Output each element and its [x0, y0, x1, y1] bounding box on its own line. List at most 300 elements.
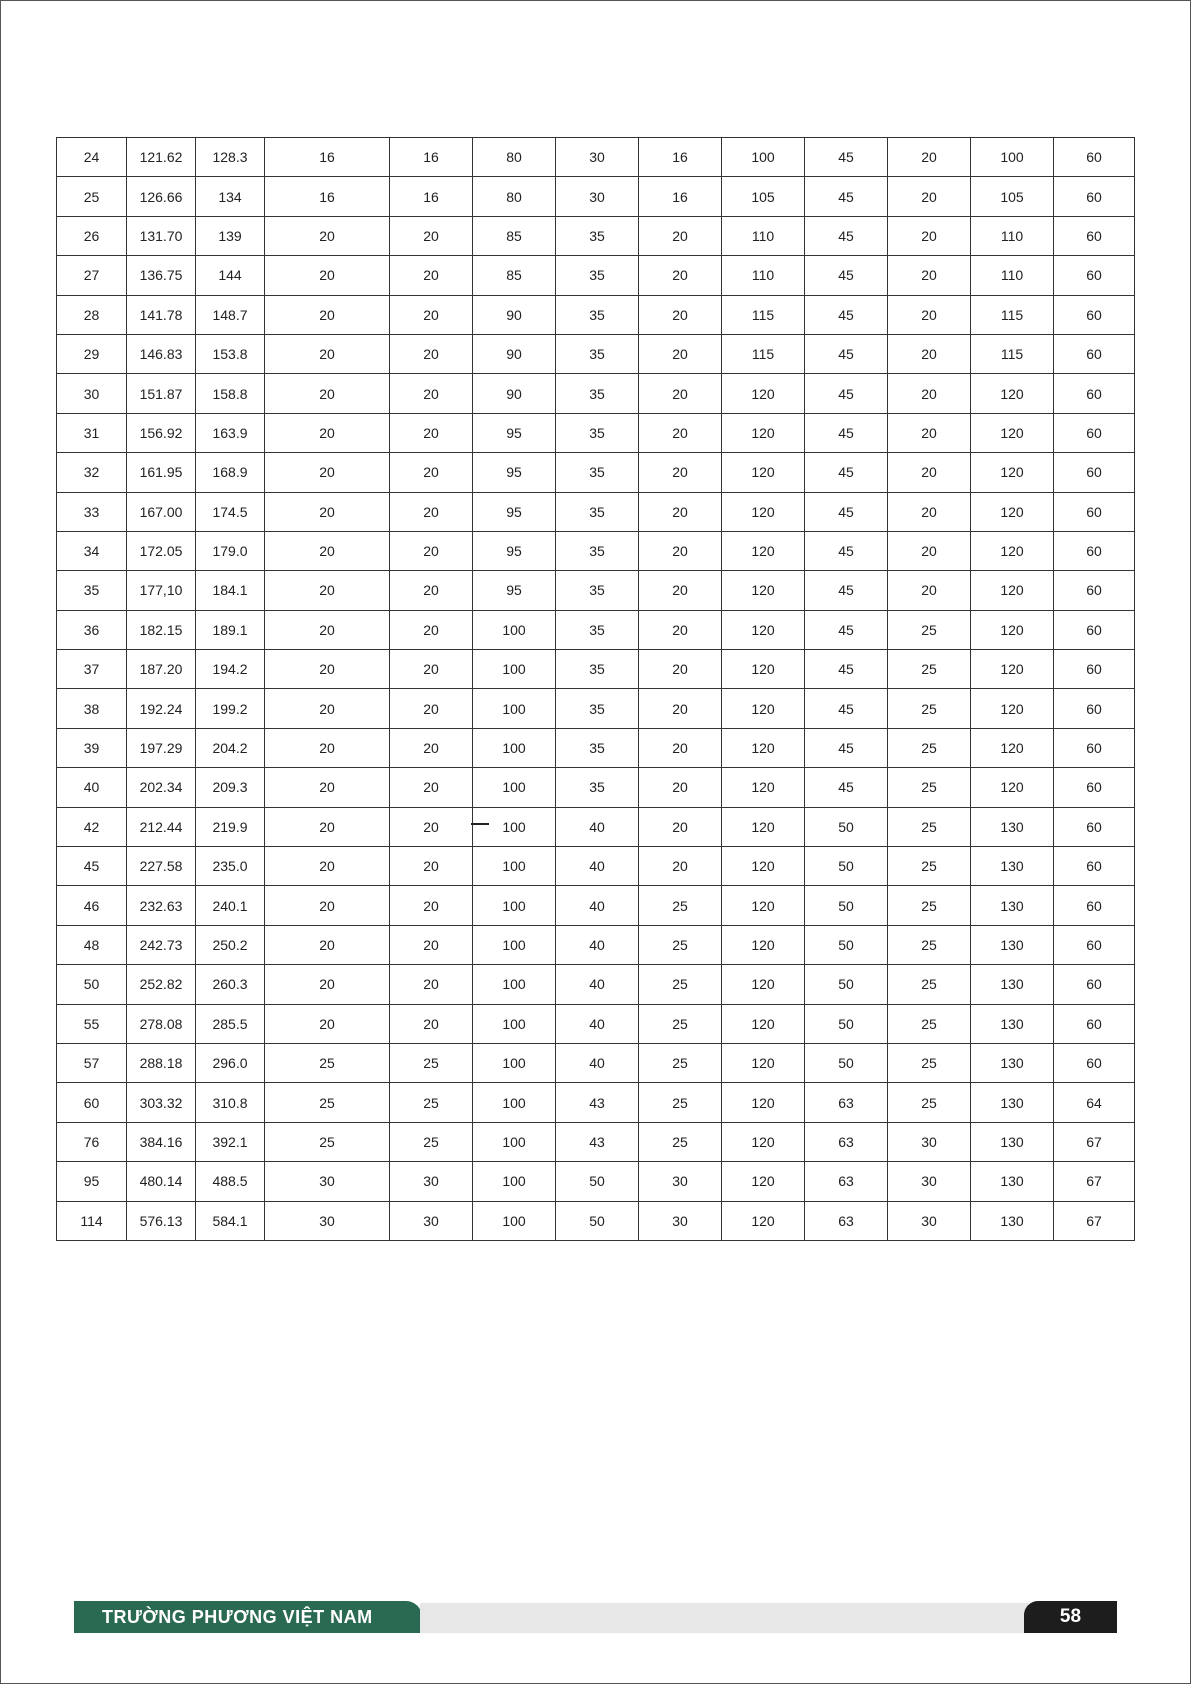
- table-cell: 120: [722, 689, 805, 728]
- table-cell: 20: [390, 689, 473, 728]
- table-cell: 40: [556, 847, 639, 886]
- table-cell: 20: [888, 531, 971, 570]
- table-cell: 128.3: [196, 138, 265, 177]
- table-cell: 392.1: [196, 1122, 265, 1161]
- table-cell: 25: [888, 689, 971, 728]
- table-row: [57, 925, 1135, 964]
- table-cell: 45: [805, 453, 888, 492]
- table-cell: 25: [888, 728, 971, 767]
- table-cell: 156.92: [127, 413, 196, 452]
- table-cell: 60: [1054, 925, 1135, 964]
- table-cell: 288.18: [127, 1043, 196, 1082]
- table-cell: 25: [639, 965, 722, 1004]
- footer-bar: [420, 1603, 1028, 1633]
- table-cell: 48: [57, 925, 127, 964]
- table-cell: 45: [805, 610, 888, 649]
- table-cell: 187.20: [127, 650, 196, 689]
- footer-brand-text: TRƯỜNG PHƯƠNG VIỆT NAM: [102, 1606, 373, 1627]
- table-cell: 38: [57, 689, 127, 728]
- table-cell: 25: [888, 925, 971, 964]
- table-cell: 16: [265, 177, 390, 216]
- table-cell: 45: [805, 413, 888, 452]
- table-cell: 35: [556, 216, 639, 255]
- table-cell: 260.3: [196, 965, 265, 1004]
- table-cell: 20: [639, 374, 722, 413]
- table-cell: 35: [556, 256, 639, 295]
- table-cell: 25: [639, 925, 722, 964]
- table-cell: 120: [971, 610, 1054, 649]
- table-cell: 60: [1054, 256, 1135, 295]
- table-cell: 35: [556, 492, 639, 531]
- table-cell: 50: [805, 847, 888, 886]
- table-cell: 60: [1054, 295, 1135, 334]
- table-cell: 130: [971, 807, 1054, 846]
- table-cell: 384.16: [127, 1122, 196, 1161]
- table-cell: 45: [805, 295, 888, 334]
- table-cell: 120: [971, 571, 1054, 610]
- table-cell: 130: [971, 1122, 1054, 1161]
- table-cell: 100: [473, 610, 556, 649]
- table-cell: 45: [805, 531, 888, 570]
- table-cell: 174.5: [196, 492, 265, 531]
- table-cell: 60: [1054, 571, 1135, 610]
- table-cell: 50: [805, 925, 888, 964]
- table-cell: 120: [971, 531, 1054, 570]
- table-cell: 24: [57, 138, 127, 177]
- table-cell: 20: [888, 374, 971, 413]
- table-cell: 35: [556, 374, 639, 413]
- table-cell: 100: [473, 1043, 556, 1082]
- table-cell: 20: [265, 295, 390, 334]
- table-cell: 227.58: [127, 847, 196, 886]
- table-cell: 35: [556, 295, 639, 334]
- table-cell: 76: [57, 1122, 127, 1161]
- table-cell: 20: [888, 492, 971, 531]
- table-cell: 63: [805, 1162, 888, 1201]
- table-cell: 20: [265, 965, 390, 1004]
- table-cell: 20: [265, 886, 390, 925]
- table-cell: 25: [639, 886, 722, 925]
- table-cell: 120: [722, 413, 805, 452]
- table-cell: 60: [1054, 610, 1135, 649]
- table-cell: 60: [1054, 531, 1135, 570]
- table-cell: 20: [390, 334, 473, 373]
- table-cell: 20: [888, 334, 971, 373]
- table-row: [57, 1004, 1135, 1043]
- table-cell: 60: [1054, 492, 1135, 531]
- table-row: [57, 728, 1135, 767]
- table-cell: 30: [57, 374, 127, 413]
- table-cell: 43: [556, 1083, 639, 1122]
- table-cell: 310.8: [196, 1083, 265, 1122]
- table-row: [57, 768, 1135, 807]
- table-cell: 115: [971, 295, 1054, 334]
- table-cell: 20: [390, 768, 473, 807]
- table-cell: 130: [971, 1083, 1054, 1122]
- table-cell: 40: [556, 1043, 639, 1082]
- table-cell: 120: [971, 689, 1054, 728]
- table-row: [57, 413, 1135, 452]
- table-cell: 25: [888, 610, 971, 649]
- table-cell: 20: [888, 295, 971, 334]
- table-cell: 30: [265, 1162, 390, 1201]
- table-cell: 20: [265, 925, 390, 964]
- table-cell: 35: [556, 413, 639, 452]
- table-row: [57, 1043, 1135, 1082]
- table-cell: 130: [971, 1201, 1054, 1240]
- table-cell: 35: [556, 453, 639, 492]
- table-cell: 110: [722, 216, 805, 255]
- table-cell: 134: [196, 177, 265, 216]
- table-cell: 250.2: [196, 925, 265, 964]
- table-cell: 20: [888, 256, 971, 295]
- table-cell: 480.14: [127, 1162, 196, 1201]
- page-number: 58: [1059, 1606, 1082, 1627]
- table-cell: 50: [556, 1201, 639, 1240]
- table-cell: 20: [265, 256, 390, 295]
- table-cell: 20: [639, 256, 722, 295]
- table-cell: 95: [473, 531, 556, 570]
- table-cell: 153.8: [196, 334, 265, 373]
- table-cell: 25: [888, 965, 971, 1004]
- table-cell: 20: [639, 216, 722, 255]
- table-cell: 25: [390, 1043, 473, 1082]
- table-cell: 20: [265, 453, 390, 492]
- table-cell: 34: [57, 531, 127, 570]
- table-cell: 64: [1054, 1083, 1135, 1122]
- table-cell: 120: [722, 610, 805, 649]
- table-cell: 25: [888, 1083, 971, 1122]
- table-cell: 20: [639, 847, 722, 886]
- table-cell: 85: [473, 216, 556, 255]
- table-cell: 20: [639, 571, 722, 610]
- table-cell: 189.1: [196, 610, 265, 649]
- table-cell: 20: [888, 413, 971, 452]
- table-cell: 120: [971, 453, 1054, 492]
- table-row: [57, 807, 1135, 846]
- table-row: [57, 453, 1135, 492]
- table-cell: 115: [722, 295, 805, 334]
- table-cell: 20: [390, 571, 473, 610]
- table-cell: 25: [888, 847, 971, 886]
- table-cell: 100: [473, 847, 556, 886]
- table-cell: 120: [722, 492, 805, 531]
- table-cell: 45: [805, 216, 888, 255]
- table-cell: 199.2: [196, 689, 265, 728]
- table-cell: 60: [1054, 1043, 1135, 1082]
- table-row: [57, 374, 1135, 413]
- table-cell: 16: [390, 177, 473, 216]
- table-cell: 40: [57, 768, 127, 807]
- table-cell: 100: [473, 768, 556, 807]
- table-cell: 60: [1054, 847, 1135, 886]
- table-cell: 120: [722, 965, 805, 1004]
- table-cell: 60: [1054, 374, 1135, 413]
- table-cell: 20: [390, 531, 473, 570]
- table-cell: 45: [805, 728, 888, 767]
- page-number-badge: [1024, 1601, 1117, 1633]
- table-body: [57, 138, 1135, 1241]
- table-cell: 120: [722, 728, 805, 767]
- table-cell: 25: [639, 1043, 722, 1082]
- table-cell: 28: [57, 295, 127, 334]
- table-cell: 16: [639, 177, 722, 216]
- table-cell: 20: [639, 413, 722, 452]
- table-cell: 100: [473, 925, 556, 964]
- table-cell: 120: [971, 768, 1054, 807]
- table-cell: 177,10: [127, 571, 196, 610]
- table-cell: 20: [265, 1004, 390, 1043]
- table-cell: 36: [57, 610, 127, 649]
- table-cell: 20: [390, 965, 473, 1004]
- table-cell: 25: [639, 1083, 722, 1122]
- table-cell: 488.5: [196, 1162, 265, 1201]
- table-cell: 110: [971, 216, 1054, 255]
- table-cell: 95: [473, 571, 556, 610]
- table-cell: 60: [1054, 453, 1135, 492]
- table-cell: 20: [639, 689, 722, 728]
- table-cell: 20: [265, 492, 390, 531]
- table-cell: 172.05: [127, 531, 196, 570]
- table-cell: 20: [639, 768, 722, 807]
- table-cell: 20: [390, 295, 473, 334]
- table-cell: 100: [473, 1004, 556, 1043]
- table-cell: 45: [805, 138, 888, 177]
- table-cell: 252.82: [127, 965, 196, 1004]
- table-cell: 130: [971, 925, 1054, 964]
- table-cell: 80: [473, 138, 556, 177]
- table-cell: 20: [390, 807, 473, 846]
- table-cell: 120: [722, 531, 805, 570]
- table-cell: 45: [805, 689, 888, 728]
- table-cell: 35: [556, 689, 639, 728]
- table-cell: 60: [1054, 138, 1135, 177]
- table-cell: 120: [722, 1083, 805, 1122]
- table-cell: 80: [473, 177, 556, 216]
- footer-brand-banner: [74, 1601, 422, 1633]
- table-cell: 32: [57, 453, 127, 492]
- table-cell: 168.9: [196, 453, 265, 492]
- table-row: [57, 492, 1135, 531]
- table-cell: 50: [805, 807, 888, 846]
- table-cell: 39: [57, 728, 127, 767]
- table-cell: 90: [473, 374, 556, 413]
- table-cell: 120: [722, 886, 805, 925]
- table-cell: 63: [805, 1201, 888, 1240]
- table-cell: 67: [1054, 1122, 1135, 1161]
- table-cell: 25: [265, 1083, 390, 1122]
- table-cell: 120: [722, 1122, 805, 1161]
- table-cell: 45: [57, 847, 127, 886]
- table-row: [57, 847, 1135, 886]
- table-cell: 100: [473, 886, 556, 925]
- table-cell: 576.13: [127, 1201, 196, 1240]
- table-cell: 285.5: [196, 1004, 265, 1043]
- table-cell: 43: [556, 1122, 639, 1161]
- table-cell: 100: [473, 1201, 556, 1240]
- table-cell: 16: [390, 138, 473, 177]
- table-cell: 120: [722, 807, 805, 846]
- table-cell: 120: [971, 650, 1054, 689]
- table-cell: 35: [556, 571, 639, 610]
- table-cell: 25: [57, 177, 127, 216]
- table-cell: 30: [265, 1201, 390, 1240]
- table-cell: 184.1: [196, 571, 265, 610]
- table-row: [57, 216, 1135, 255]
- table-cell: 25: [265, 1122, 390, 1161]
- table-cell: 50: [556, 1162, 639, 1201]
- table-cell: 167.00: [127, 492, 196, 531]
- table-cell: 20: [265, 216, 390, 255]
- table-cell: 204.2: [196, 728, 265, 767]
- table-cell: 45: [805, 334, 888, 373]
- table-cell: 50: [805, 1043, 888, 1082]
- table-cell: 197.29: [127, 728, 196, 767]
- table-cell: 584.1: [196, 1201, 265, 1240]
- table-cell: 35: [556, 531, 639, 570]
- table-cell: 30: [888, 1162, 971, 1201]
- table-cell: 45: [805, 177, 888, 216]
- table-cell: 30: [390, 1162, 473, 1201]
- table-cell: 95: [473, 453, 556, 492]
- table-cell: 179.0: [196, 531, 265, 570]
- table-cell: 25: [265, 1043, 390, 1082]
- table-row: [57, 256, 1135, 295]
- table-row: [57, 1162, 1135, 1201]
- table-cell: 60: [1054, 728, 1135, 767]
- table-cell: 100: [971, 138, 1054, 177]
- table-cell: 240.1: [196, 886, 265, 925]
- table-cell: 95: [473, 413, 556, 452]
- table-cell: 20: [639, 728, 722, 767]
- table-cell: 20: [265, 610, 390, 649]
- table-cell: 50: [805, 965, 888, 1004]
- table-cell: 20: [265, 334, 390, 373]
- table-cell: 242.73: [127, 925, 196, 964]
- table-cell: 25: [888, 768, 971, 807]
- table-cell: 30: [556, 138, 639, 177]
- table-cell: 20: [639, 531, 722, 570]
- table-cell: 100: [473, 1162, 556, 1201]
- table-cell: 35: [57, 571, 127, 610]
- table-cell: 40: [556, 965, 639, 1004]
- table-row: [57, 610, 1135, 649]
- table-cell: 45: [805, 256, 888, 295]
- table-cell: 100: [722, 138, 805, 177]
- table-cell: 115: [971, 334, 1054, 373]
- table-cell: 120: [722, 1201, 805, 1240]
- table-cell: 130: [971, 965, 1054, 1004]
- table-cell: 202.34: [127, 768, 196, 807]
- table-cell: 20: [265, 413, 390, 452]
- table-cell: 20: [639, 610, 722, 649]
- table-cell: 20: [265, 571, 390, 610]
- table-cell: 35: [556, 650, 639, 689]
- table-cell: 40: [556, 886, 639, 925]
- table-row: [57, 1201, 1135, 1240]
- table-cell: 20: [265, 374, 390, 413]
- table-cell: 30: [888, 1122, 971, 1161]
- table-cell: 20: [390, 925, 473, 964]
- table-cell: 100: [473, 689, 556, 728]
- table-row: [57, 1083, 1135, 1122]
- table-cell: 20: [265, 531, 390, 570]
- table-cell: 20: [265, 650, 390, 689]
- table-cell: 120: [722, 925, 805, 964]
- table-cell: 50: [57, 965, 127, 1004]
- table-cell: 20: [390, 847, 473, 886]
- table-cell: 63: [805, 1083, 888, 1122]
- table-row: [57, 886, 1135, 925]
- table-cell: 27: [57, 256, 127, 295]
- table-cell: 60: [1054, 768, 1135, 807]
- table-cell: 20: [639, 453, 722, 492]
- table-cell: 45: [805, 768, 888, 807]
- table-cell: 63: [805, 1122, 888, 1161]
- table-cell: 120: [971, 413, 1054, 452]
- table-cell: 100: [473, 1122, 556, 1161]
- table-cell: 25: [888, 1004, 971, 1043]
- table-cell: 95: [57, 1162, 127, 1201]
- table-cell: 161.95: [127, 453, 196, 492]
- table-cell: 20: [888, 453, 971, 492]
- table-cell: 35: [556, 768, 639, 807]
- table-cell: 20: [265, 807, 390, 846]
- table-cell: 25: [888, 1043, 971, 1082]
- table-cell: 296.0: [196, 1043, 265, 1082]
- table-cell: 20: [390, 453, 473, 492]
- table-cell: 30: [556, 177, 639, 216]
- table-cell: 60: [57, 1083, 127, 1122]
- table-cell: 131.70: [127, 216, 196, 255]
- table-cell: 31: [57, 413, 127, 452]
- table-cell: 219.9: [196, 807, 265, 846]
- table-cell: 45: [805, 374, 888, 413]
- table-cell: 90: [473, 334, 556, 373]
- table-cell: 25: [390, 1122, 473, 1161]
- table-cell: 30: [888, 1201, 971, 1240]
- table-cell: 182.15: [127, 610, 196, 649]
- table-cell: 57: [57, 1043, 127, 1082]
- table-cell: 60: [1054, 650, 1135, 689]
- table-cell: 130: [971, 1004, 1054, 1043]
- table-cell: 45: [805, 650, 888, 689]
- table-row: [57, 531, 1135, 570]
- table-row: [57, 689, 1135, 728]
- table-cell: 126.66: [127, 177, 196, 216]
- table-cell: 130: [971, 1043, 1054, 1082]
- table-cell: 25: [639, 1122, 722, 1161]
- table-cell: 120: [722, 374, 805, 413]
- table-cell: 212.44: [127, 807, 196, 846]
- table-cell: 20: [639, 295, 722, 334]
- table-cell: 40: [556, 925, 639, 964]
- table-cell: 67: [1054, 1201, 1135, 1240]
- table-cell: 194.2: [196, 650, 265, 689]
- table-cell: 136.75: [127, 256, 196, 295]
- table-cell: 60: [1054, 1004, 1135, 1043]
- table-cell: 120: [722, 768, 805, 807]
- table-cell: 60: [1054, 965, 1135, 1004]
- table-cell: 30: [390, 1201, 473, 1240]
- table-cell: 120: [722, 1043, 805, 1082]
- table-cell: 60: [1054, 689, 1135, 728]
- table-cell: 148.7: [196, 295, 265, 334]
- table-cell: 20: [888, 571, 971, 610]
- table-cell: 115: [722, 334, 805, 373]
- table-cell: 25: [390, 1083, 473, 1122]
- table-cell: 20: [390, 256, 473, 295]
